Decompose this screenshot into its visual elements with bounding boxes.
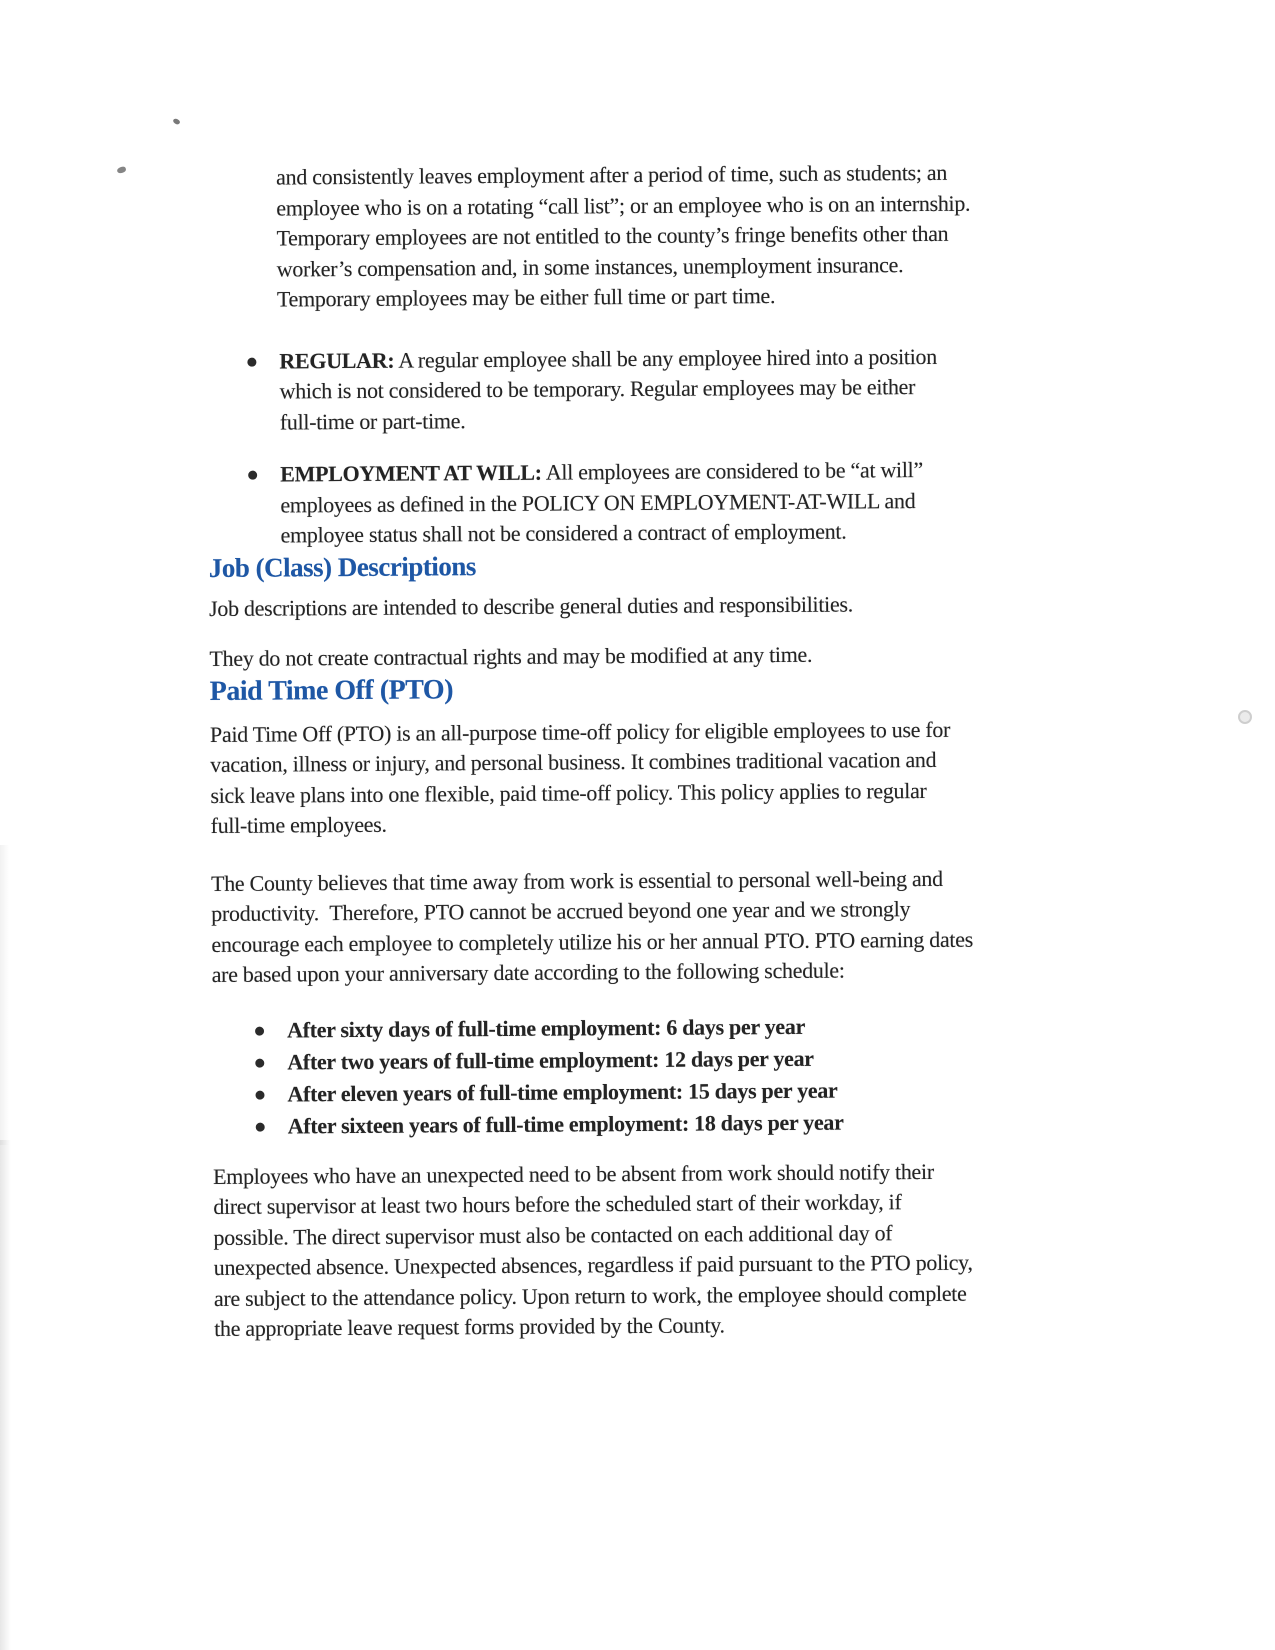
bullet-employment-at-will (208, 454, 1089, 552)
pto-schedule-text: After eleven years of full-time employment: 15 days per year (287, 1077, 838, 1106)
bullet-text: A regular employee shall be any employee hired into a position which is not considered to be temporary. Regular employees may be either full-time or part-time. (279, 343, 937, 434)
document-content (206, 157, 1094, 1345)
closing-paragraph: Employees who have an unexpected need to be absent from work should notify their direct supervisor at least two hours before the scheduled start of their workday, if possible. The direct supervisor must also be contacted on each additional day of unexpected absence. Unexpected absences, regardless if paid pursuant to the PTO policy, are subject to the attendance policy. Upon return to work, the employee should complete the appropriate leave request forms provided by the County. (212, 1158, 973, 1341)
bullet-regular (207, 340, 1088, 438)
bullet-term: EMPLOYMENT AT WILL: (280, 459, 542, 487)
pto-schedule-text: After sixteen years of full-time employment: 18 days per year (287, 1109, 844, 1138)
pto-paragraph-1: Paid Time Off (PTO) is an all-purpose time-off policy for eligible employees to use for vacation, illness or injury, and personal business. It combines traditional vacation and sick leave plans into one flexible, paid time-off policy. This policy applies to regular full-time employees. (209, 716, 951, 838)
scan-edge-shadow (0, 845, 9, 1145)
scan-speck (116, 166, 126, 174)
scan-speck (1238, 710, 1252, 724)
bullet-term: REGULAR: (279, 347, 395, 373)
section-heading-job-class-descriptions: Job (Class) Descriptions (208, 550, 476, 583)
bullet-dot (255, 1026, 264, 1035)
job-descriptions-paragraph-2: They do not create contractual rights and may be modified at any time. (209, 641, 813, 671)
bullet-dot (255, 1090, 264, 1099)
intro-paragraph: and consistently leaves employment after a period of time, such as students; an employee who is on a rotating “call list”; or an employee who is on an internship. Temporary employees are not entitled to the county’s fringe benefits other than worker’s compensation and, in some instances, unemployment insurance. Temporary employees may be either full time or part time. (276, 159, 971, 312)
pto-paragraph-2: The County believes that time away from work is essential to personal well-being and productivity. Therefore, PTO cannot be accrued beyond one year and we strongly encourage each employee to completely utilize his or her annual PTO. PTO earning dates are based upon your anniversary date according to the following schedule: (210, 865, 973, 987)
pto-schedule-text: After sixty days of full-time employment: 6 days per year (286, 1013, 806, 1042)
scan-speck (172, 117, 181, 125)
job-descriptions-paragraph-1: Job descriptions are intended to describe general duties and responsibilities. (209, 590, 853, 621)
bullet-dot (248, 471, 257, 480)
pto-schedule-list (212, 1008, 1093, 1142)
bullet-dot (256, 1122, 265, 1131)
bullet-dot (255, 1058, 264, 1067)
pto-schedule-item (213, 1104, 1093, 1142)
bullet-text: All employees are considered to be “at will” employees as defined in the POLICY ON EMPLOYMENT-AT-WILL and employee status shall not be considered a contract of employment. (280, 457, 923, 548)
section-heading-paid-time-off: Paid Time Off (PTO) (209, 673, 454, 707)
pto-schedule-text: After two years of full-time employment: 12 days per year (287, 1045, 814, 1074)
bullet-dot (247, 357, 256, 366)
scan-edge-shadow (0, 1140, 11, 1650)
